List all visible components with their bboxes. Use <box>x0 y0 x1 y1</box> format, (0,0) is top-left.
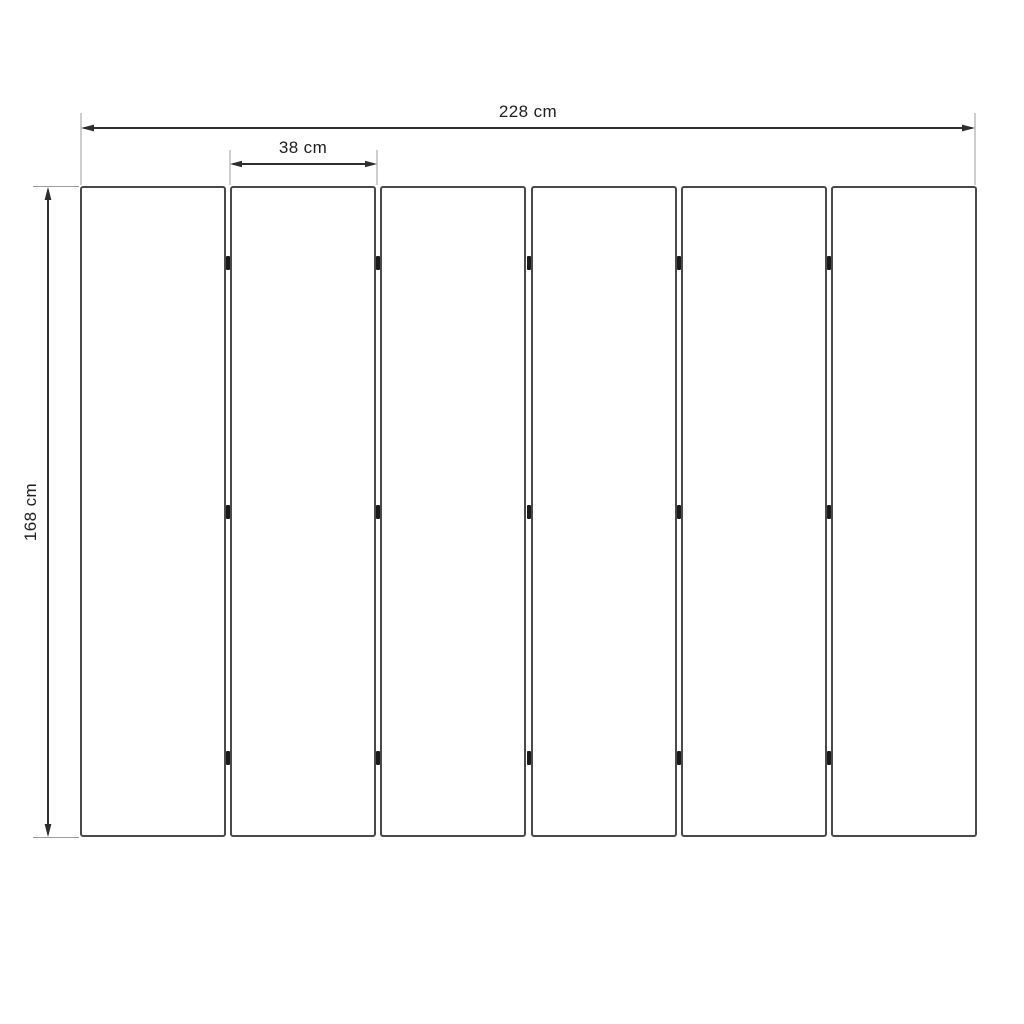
arrow-left-icon <box>81 125 94 132</box>
arrow-left-icon <box>230 161 242 167</box>
panel <box>230 186 376 837</box>
panel <box>681 186 827 837</box>
hinge <box>226 505 230 519</box>
hinge <box>527 505 531 519</box>
panel <box>531 186 677 837</box>
hinge <box>376 256 380 270</box>
hinge <box>827 256 831 270</box>
total-width-label: 228 cm <box>498 102 558 121</box>
hinge <box>226 256 230 270</box>
hinge <box>376 751 380 765</box>
hinge <box>677 505 681 519</box>
arrow-down-icon <box>45 824 52 837</box>
hinge <box>827 505 831 519</box>
arrow-up-icon <box>45 187 52 200</box>
panel <box>380 186 526 837</box>
arrow-right-icon <box>962 125 975 132</box>
height-label: 168 cm <box>21 482 40 542</box>
arrow-right-icon <box>365 161 377 167</box>
panel-width-label: 38 cm <box>278 138 328 157</box>
hinge <box>226 751 230 765</box>
hinge <box>677 256 681 270</box>
panel <box>831 186 977 837</box>
hinge <box>677 751 681 765</box>
hinge <box>527 256 531 270</box>
hinge <box>376 505 380 519</box>
hinge <box>527 751 531 765</box>
hinge <box>827 751 831 765</box>
total-width-dimension <box>81 113 975 185</box>
panel <box>80 186 226 837</box>
